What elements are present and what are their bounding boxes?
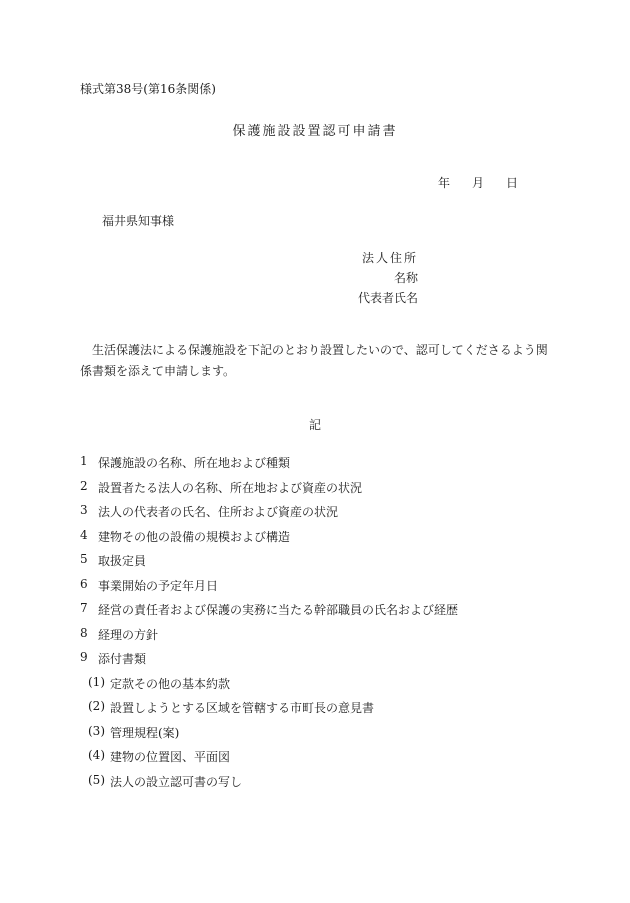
list-item xyxy=(80,626,458,651)
ki-heading: 記 xyxy=(308,418,321,432)
date-day: 日 xyxy=(506,176,519,190)
list-item xyxy=(80,601,458,626)
sub-list-item xyxy=(80,675,458,700)
sub-item-number: (2) xyxy=(88,699,105,713)
addressee: 福井県知事様 xyxy=(102,214,175,228)
item-number: 3 xyxy=(80,503,88,517)
item-label: 保護施設の名称、所在地および種類 xyxy=(98,456,291,470)
date-year: 年 xyxy=(438,176,451,190)
sub-list-item xyxy=(80,724,458,749)
item-label: 事業開始の予定年月日 xyxy=(98,578,219,593)
sub-list-item xyxy=(80,773,458,798)
sub-item-label: 定款その他の基本約款 xyxy=(110,676,231,691)
list-item xyxy=(80,528,458,553)
list-item xyxy=(80,577,458,602)
item-number: 5 xyxy=(80,552,88,566)
sub-list-item xyxy=(80,748,458,773)
sub-item-number: (3) xyxy=(88,723,105,738)
form-number: 様式第38号(第16条関係) xyxy=(80,82,216,96)
sub-item-label: 建物の位置図、平面図 xyxy=(110,750,231,764)
sub-item-number: (5) xyxy=(88,772,105,787)
item-label: 建物その他の設備の規模および構造 xyxy=(98,529,291,544)
item-number: 4 xyxy=(80,527,88,542)
sub-item-number: (4) xyxy=(88,748,105,762)
applicant-block xyxy=(358,248,418,308)
sub-item-label: 管理規程(案) xyxy=(110,725,180,740)
sub-list-item xyxy=(80,699,458,724)
item-label: 経営の責任者および保護の実務に当たる幹部職員の氏名および経歴 xyxy=(98,603,459,617)
item-label: 経理の方針 xyxy=(98,627,159,642)
item-number: 1 xyxy=(80,454,88,468)
item-number: 8 xyxy=(80,625,88,640)
item-label: 添付書類 xyxy=(98,652,147,666)
applicant-address-label: 法人住所 xyxy=(361,251,418,265)
item-label: 取扱定員 xyxy=(98,554,147,568)
sub-item-label: 法人の設立認可書の写し xyxy=(110,774,243,789)
sub-item-label: 設置しようとする区域を管轄する市町長の意見書 xyxy=(110,701,375,715)
list-item xyxy=(80,650,458,675)
item-number: 2 xyxy=(80,478,88,493)
list-item xyxy=(80,552,458,577)
item-number: 6 xyxy=(80,576,88,591)
list-item xyxy=(80,454,458,479)
item-label: 法人の代表者の氏名、住所および資産の状況 xyxy=(98,505,339,519)
item-number: 7 xyxy=(80,601,88,615)
item-number: 9 xyxy=(80,650,88,664)
document-title: 保護施設設置認可申請書 xyxy=(232,124,398,139)
date-line xyxy=(438,174,518,191)
item-label: 設置者たる法人の名称、所在地および資産の状況 xyxy=(98,480,363,495)
sub-item-number: (1) xyxy=(88,674,105,689)
date-month: 月 xyxy=(472,176,485,190)
list-item xyxy=(80,479,458,504)
applicant-name-label: 名称 xyxy=(393,271,418,285)
body-text: 生活保護法による保護施設を下記のとおり設置したいので、認可してくださるよう関係書類を添えて申請します。 xyxy=(80,343,548,378)
applicant-representative-label: 代表者氏名 xyxy=(358,291,419,305)
item-list xyxy=(80,454,458,797)
list-item xyxy=(80,503,458,528)
